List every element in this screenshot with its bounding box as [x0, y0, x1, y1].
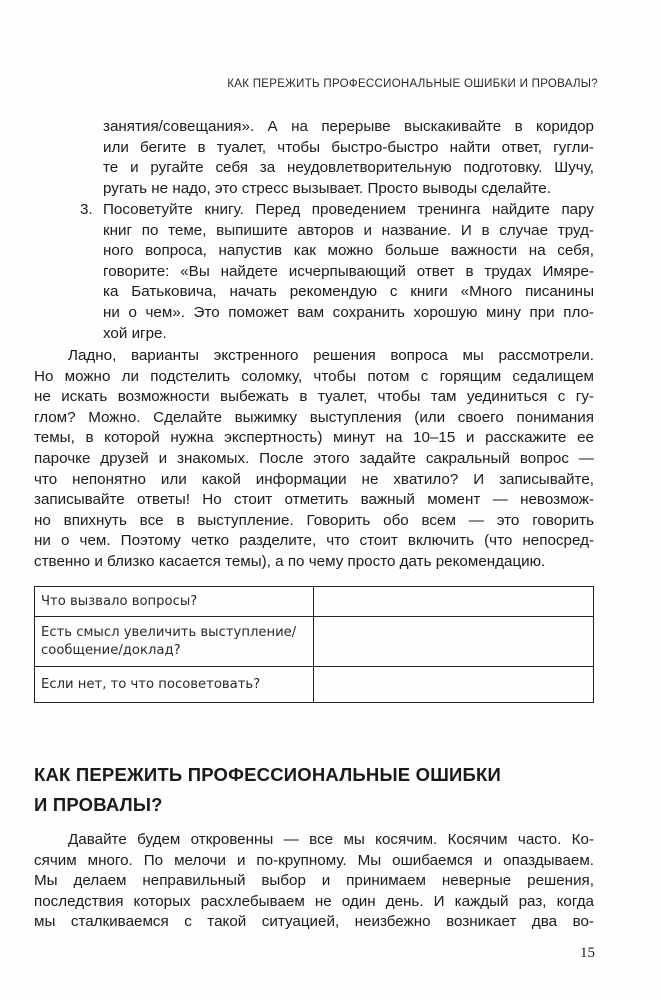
text-line: Давайте будем откровенны — все мы косячим. Косячим часто. Ко- — [68, 831, 594, 848]
page-number: 15 — [580, 945, 595, 961]
section-heading — [34, 760, 501, 820]
table-cell-text: Что вызвало вопросы? — [41, 593, 198, 609]
text-line: ругать не надо, это стресс вызывает. Просто выводы сделайте. — [103, 179, 551, 197]
text-line: глом? Можно. Сделайте выжимку выступления (или своего понимания — [34, 408, 594, 426]
text-line: сячим много. По мелочи и по-крупному. Мы ошибаемся и опаздываем. — [34, 851, 594, 869]
table-cell-question — [35, 667, 314, 703]
list-item-3-number: 3. — [80, 201, 93, 218]
list-item-3 — [103, 200, 594, 344]
text-line: последствия которых расхлебываем не один день. И каждый раз, когда — [34, 892, 594, 910]
text-line: те и ругайте себя за неудовлетворительную подготовку. Шучу, — [103, 159, 594, 177]
table-cell-text: Если нет, то что посоветовать? — [41, 676, 261, 692]
text-line: что непонятно или какой информации не хватило? И записывайте, — [34, 470, 594, 488]
text-line: записывайте ответы! Но стоит отметить важный момент — невозмож- — [34, 491, 594, 509]
text-line: парочке друзей и знакомых. После этого задайте сакральный вопрос — — [34, 449, 594, 467]
table-cell-question — [35, 617, 314, 667]
table-cell-text: Есть смысл увеличить выступление/ — [41, 624, 297, 640]
text-line: хой игре. — [103, 324, 167, 342]
text-line: но впихнуть все в выступление. Говорить обо всем — это говорить — [34, 511, 594, 529]
paragraph-2 — [34, 830, 594, 933]
table-cell-answer — [314, 667, 594, 703]
text-line: ни о чем». Это поможет вам сохранить хорошую мину при пло- — [103, 303, 594, 321]
section-heading-line: И ПРОВАЛЫ? — [34, 794, 163, 815]
text-line: Но можно ли подстелить соломку, чтобы потом с горящим седалищем — [34, 367, 594, 385]
table-row — [35, 587, 594, 617]
text-line: темы, в которой нужна экспертность) минут на 10–15 и расскажите ее — [34, 429, 594, 447]
text-line: Ладно, варианты экстренного решения вопроса мы рассмотрели. — [68, 347, 594, 364]
table-row — [35, 667, 594, 703]
text-line: ка Батьковича, начать рекомендую с книги «Много писанины — [103, 283, 594, 301]
table-cell-text: сообщение/доклад? — [41, 642, 181, 658]
text-line: занятия/совещания». А на перерыве выскакивайте в коридор — [103, 118, 594, 135]
text-line: мы сталкиваемся с такой ситуацией, неизбежно возникает два во- — [34, 913, 594, 931]
table-cell-answer — [314, 617, 594, 667]
text-line: Мы делаем неправильный выбор и принимаем неверные решения, — [34, 872, 594, 890]
text-line: ственно и близко касается темы), а по чему просто дать рекомендацию. — [34, 552, 546, 570]
text-line: или бегите в туалет, чтобы быстро-быстро найти ответ, гугли- — [103, 138, 594, 156]
section-heading-line: КАК ПЕРЕЖИТЬ ПРОФЕССИОНАЛЬНЫЕ ОШИБКИ — [34, 764, 502, 785]
list-item-2-continuation — [103, 117, 594, 199]
text-line: не искать возможности выбежать в туалет, чтобы там уединиться с гу- — [34, 388, 594, 406]
text-line: книг по теме, выпишите авторов и название. И в случае труд- — [103, 221, 594, 239]
text-line: Посоветуйте книгу. Перед проведением тренинга найдите пару — [103, 201, 594, 218]
running-header: КАК ПЕРЕЖИТЬ ПРОФЕССИОНАЛЬНЫЕ ОШИБКИ И ПРОВАЛЫ? — [227, 78, 598, 90]
text-line: ни о чем. Поэтому четко разделите, что стоит включить (что непосред- — [34, 532, 594, 550]
text-line: говорите: «Вы найдете исчерпывающий ответ в трудах Имяре- — [103, 262, 594, 280]
paragraph-1 — [34, 346, 594, 573]
questions-table — [34, 586, 594, 703]
table-row — [35, 617, 594, 667]
table-cell-answer — [314, 587, 594, 617]
text-line: ного вопроса, напустив как можно больше важности на себя, — [103, 242, 594, 260]
table-cell-question — [35, 587, 314, 617]
